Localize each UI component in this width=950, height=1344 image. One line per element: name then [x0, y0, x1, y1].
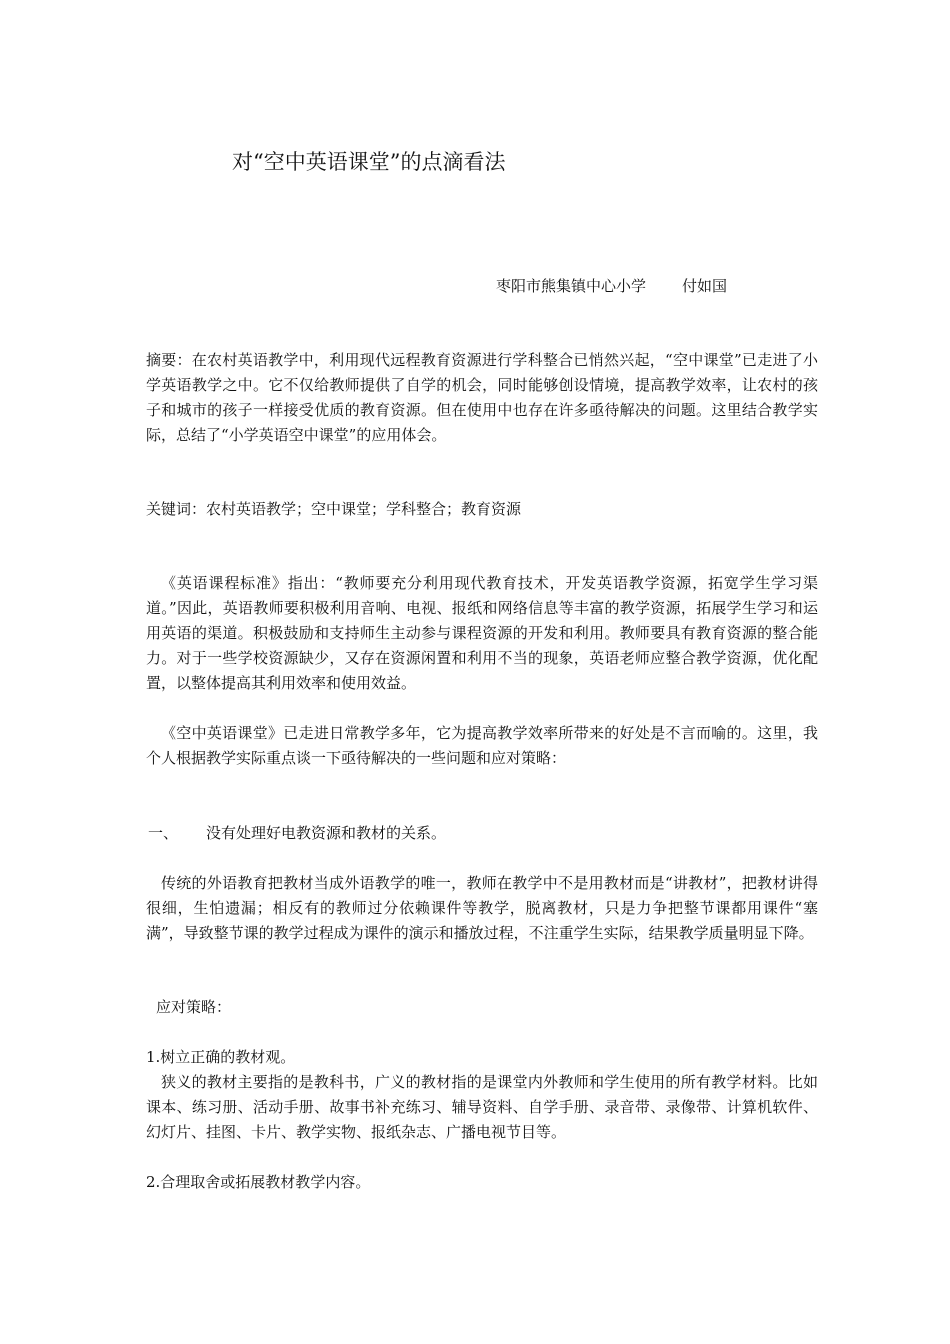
- body-paragraph-3: 传统的外语教育把教材当成外语教学的唯一，教师在教学中不是用教材而是“讲教材”，把教材讲得很细，生怕遗漏；相反有的教师过分依赖课件等教学，脱离教材，只是力争把整节课都用课件“塞满”，导致整节课的教学过程成为课件的演示和播放过程，不注重学生实际，结果教学质量明显下降。: [146, 874, 818, 942]
- keywords-line: 关键词：农村英语教学；空中课堂；学科整合；教育资源: [146, 500, 522, 518]
- section-number: 一、: [148, 824, 179, 842]
- section-heading-1: [146, 821, 818, 846]
- list-item-1: 1.树立正确的教材观。: [146, 1048, 296, 1066]
- section-heading-text: 没有处理好电教资源和教材的关系。: [206, 824, 447, 842]
- body-paragraph-4: 狭义的教材主要指的是教科书，广义的教材指的是课堂内外教师和学生使用的所有教学材料。比如课本、练习册、活动手册、故事书补充练习、辅导资料、自学手册、录音带、录像带、计算机软件、幻灯片、挂图、卡片、教学实物、报纸杂志、广播电视节目等。: [146, 1073, 818, 1141]
- document-title: 对“空中英语课堂”的点滴看法: [232, 150, 506, 174]
- body-paragraph-2: 《空中英语课堂》已走进日常教学多年，它为提高教学效率所带来的好处是不言而喻的。这里，我个人根据教学实际重点谈一下亟待解决的一些问题和应对策略：: [146, 724, 818, 767]
- author-line: [496, 274, 727, 298]
- strategy-label: 应对策略：: [156, 998, 232, 1016]
- list-item-2: 2.合理取舍或拓展教材教学内容。: [146, 1173, 371, 1191]
- body-paragraph-1: 《英语课程标准》指出：“教师要充分利用现代教育技术，开发英语教学资源，拓宽学生学习渠道。”因此，英语教师要积极利用音响、电视、报纸和网络信息等丰富的教学资源，拓展学生学习和运用英语的渠道。积极鼓励和支持师生主动参与课程资源的开发和利用。教师要具有教育资源的整合能力。对于一些学校资源缺少，又存在资源闲置和利用不当的现象，英语老师应整合教学资源，优化配置，以整体提高其利用效率和使用效益。: [146, 574, 818, 692]
- author-name: 付如国: [682, 277, 728, 295]
- author-school: 枣阳市熊集镇中心小学: [496, 277, 647, 295]
- abstract-paragraph: 摘要：在农村英语教学中，利用现代远程教育资源进行学科整合已悄然兴起，“空中课堂”已走进了小学英语教学之中。它不仅给教师提供了自学的机会，同时能够创设情境，提高教学效率，让农村的孩子和城市的孩子一样接受优质的教育资源。但在使用中也存在许多亟待解决的问题。这里结合教学实际，总结了“小学英语空中课堂”的应用体会。: [146, 351, 818, 444]
